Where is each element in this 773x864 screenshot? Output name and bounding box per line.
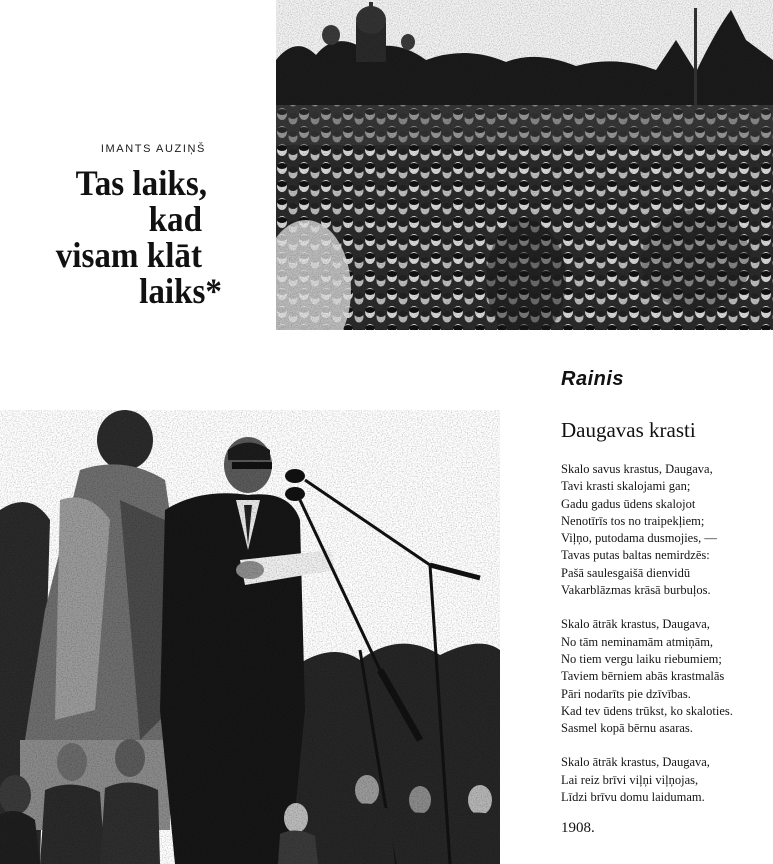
headline-line: laiks* bbox=[139, 271, 222, 311]
poem-year: 1908. bbox=[561, 820, 595, 836]
poem-title: Daugavas krasti bbox=[561, 418, 696, 442]
poem-line: Tavas putas baltas nemirdzēs: bbox=[561, 548, 710, 563]
article-author: IMANTS AUZIŅŠ bbox=[100, 143, 206, 155]
poem-text bbox=[561, 461, 771, 823]
poem-stanza bbox=[561, 616, 771, 737]
headline-line: visam klāt bbox=[55, 235, 202, 275]
poem-stanza bbox=[561, 754, 771, 806]
crowd-photo bbox=[276, 0, 773, 330]
poem-line: No tiem vergu laiku riebumiem; bbox=[561, 651, 722, 666]
poem-line: Lai reiz brīvi viļņi viļņojas, bbox=[561, 772, 699, 787]
poem-line: No tām neminamām atmiņām, bbox=[561, 634, 714, 649]
poem-line: Pāri nodarīts pie dzīvības. bbox=[561, 686, 691, 701]
poem-line: Līdzi brīvu domu laidumam. bbox=[561, 790, 705, 805]
poem-line: Skalo savus krastus, Daugava, bbox=[561, 462, 713, 476]
poem-line: Nenotīrīs tos no traipekļiem; bbox=[561, 513, 705, 528]
poem-line: Vakarblāzmas krāsā burbuļos. bbox=[561, 583, 711, 598]
headline-line: kad bbox=[148, 199, 202, 239]
poem-line: Taviem bērniem abās krastmalās bbox=[561, 669, 725, 684]
speaker-at-monument-photo-icon bbox=[0, 410, 500, 864]
poem-line: Tavi krasti skalojami gan; bbox=[561, 479, 691, 494]
crowd-photo-icon bbox=[276, 0, 773, 330]
poem-line: Sasmel kopā bērnu asaras. bbox=[561, 721, 693, 736]
poem-stanza bbox=[561, 461, 771, 599]
poem-line: Kad tev ūdens trūkst, ko skaloties. bbox=[561, 703, 733, 718]
poem-line: Pašā saulesgaišā dienvidū bbox=[561, 565, 691, 580]
poem-line: Gadu gadus ūdens skalojot bbox=[561, 496, 696, 511]
article-headline bbox=[30, 163, 222, 311]
poem-line: Skalo ātrāk krastus, Daugava, bbox=[561, 755, 710, 770]
speaker-at-monument-photo bbox=[0, 410, 500, 864]
poem-author: Rainis bbox=[561, 368, 625, 390]
poem-line: Skalo ātrāk krastus, Daugava, bbox=[561, 617, 710, 632]
headline-line: Tas laiks, bbox=[75, 163, 207, 203]
poem-line: Viļņo, putodama dusmojies, — bbox=[561, 531, 717, 546]
